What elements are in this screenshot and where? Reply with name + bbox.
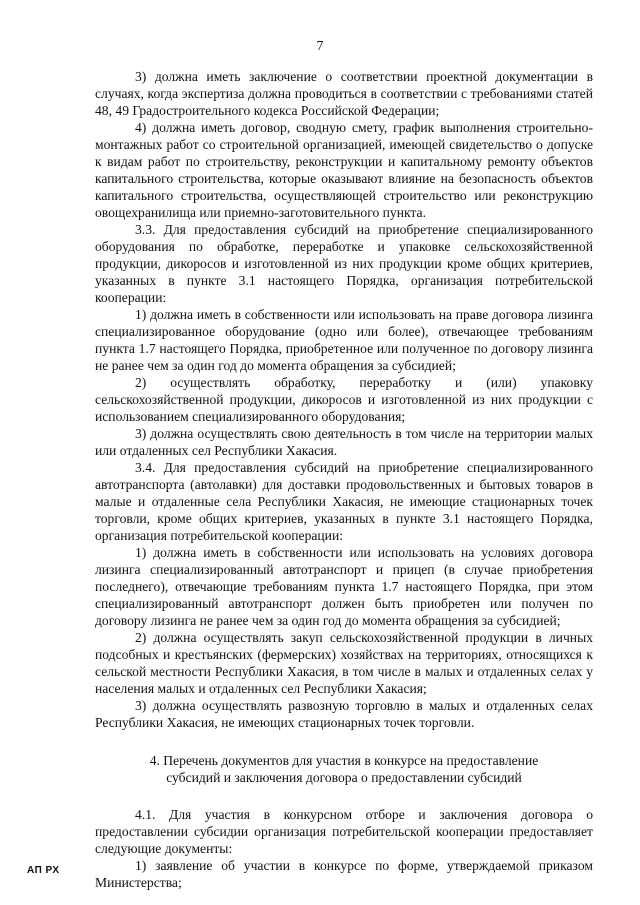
paragraph: 2) должна осуществлять закуп сельскохозяйственной продукции в личных подсобных и крестьянских (фермерских) хозяйствах на территориях, относящихся к сельской местности Республики Хакасия, в том числе в малых и отдаленных селах у населения малых и отдаленных сел Республики Хакасия; (95, 630, 593, 696)
paragraph: 2) осуществлять обработку, переработку и (или) упаковку сельскохозяйственной продукции, дикоросов и изготовленной из них продукции с использованием специализированного оборудования; (95, 375, 593, 424)
paragraph: 4) должна иметь договор, сводную смету, график выполнения строительно-монтажных работ со строительной организацией, имеющей свидетельство о допуске к видам работ по строительству, реконструкции и капитальному ремонту объектов капитального строительства, которые оказывают влияние на безопасность объектов капитального строительства, осуществляющей строительство или реконструкцию овощехранилища или приемно-заготовительного пункта. (95, 120, 593, 220)
section-heading-line: субсидий и заключения договора о предоставлении субсидий (166, 770, 522, 785)
paragraph: 1) заявление об участии в конкурсе по форме, утверждаемой приказом Министерства; (95, 858, 593, 890)
page-number: 7 (316, 39, 324, 54)
document-body (95, 68, 593, 891)
paragraph: 1) должна иметь в собственности или использовать на условиях договора лизинга специализированный автотранспорт и прицеп (в случае приобретения последнего), отвечающие требованиям пункта 1.7 настоящего Порядка, при этом специализированный автотранспорт должен быть приобретен или получен по договору лизинга не ранее чем за один год до момента обращения за субсидией; (95, 545, 593, 628)
paragraph: 4.1. Для участия в конкурсном отборе и заключения договора о предоставлении субсидии организация потребительской кооперации предоставляет следующие документы: (95, 807, 593, 856)
section-heading (95, 752, 593, 786)
paragraph: 3) должна осуществлять развозную торговлю в малых и отдаленных селах Республики Хакасия, не имеющих стационарных точек торговли. (95, 698, 593, 730)
paragraph: 3.3. Для предоставления субсидий на приобретение специализированного оборудования по обработке, переработке и упаковке сельскохозяйственной продукции, дикоросов и изготовленной из них продукции кроме общих критериев, указанных в пункте 3.1 настоящего Порядка, организация потребительской кооперации: (95, 222, 593, 305)
paragraph: 1) должна иметь в собственности или использовать на праве договора лизинга специализированное оборудование (одно или более), отвечающее требованиям пункта 1.7 настоящего Порядка, приобретенное или полученное по договору лизинга не ранее чем за один год до момента обращения за субсидией; (95, 307, 593, 373)
paragraph: 3.4. Для предоставления субсидий на приобретение специализированного автотранспорта (автолавки) для доставки продовольственных и бытовых товаров в малые и отдаленные села Республики Хакасия, не имеющие стационарных точек торговли, кроме общих критериев, указанных в пункте 3.1 настоящего Порядка, организация потребительской кооперации: (95, 460, 593, 543)
paragraph: 3) должна осуществлять свою деятельность в том числе на территории малых или отдаленных сел Республики Хакасия. (95, 426, 593, 458)
section-heading-line: 4. Перечень документов для участия в конкурсе на предоставление (149, 753, 539, 768)
paragraph: 3) должна иметь заключение о соответствии проектной документации в случаях, когда экспертиза должна проводиться в соответствии с требованиями статей 48, 49 Градостроительного кодекса Российской Федерации; (95, 69, 593, 118)
footer-mark: АП РХ (27, 865, 60, 876)
